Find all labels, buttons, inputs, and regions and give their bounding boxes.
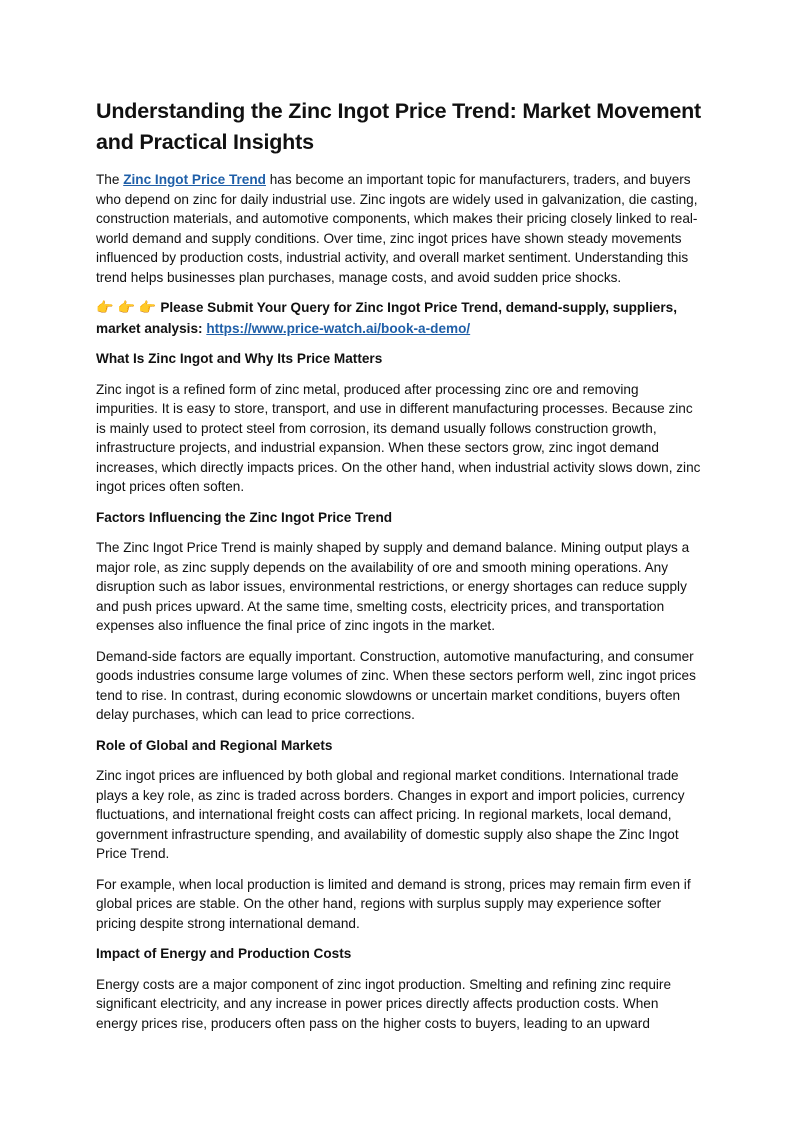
query-call-to-action (96, 298, 702, 338)
cta-text: Please Submit Your Query for Zinc Ingot Price Trend, demand-supply, suppliers, market analysis: (96, 300, 677, 336)
section-paragraph: Zinc ingot prices are influenced by both global and regional market conditions. International trade plays a key role, as zinc is traded across borders. Changes in export and import policies, currency fluctuations, and international freight costs can affect pricing. In regional markets, local demand, government infrastructure spending, and availability of domestic supply also shape the Zinc Ingot Price Trend. (96, 768, 685, 861)
page-title: Understanding the Zinc Ingot Price Trend: Market Movement and Practical Insights (96, 99, 702, 154)
section-paragraph: The Zinc Ingot Price Trend is mainly shaped by supply and demand balance. Mining output plays a major role, as zinc supply depends on the availability of ore and smooth mining operations. Any disruption such as labor issues, environmental restrictions, or energy shortages can reduce supply and push prices upward. At the same time, smelting costs, electricity prices, and transportation expenses also influence the final price of zinc ingots in the market. (96, 540, 690, 633)
section-heading-energy-costs: Impact of Energy and Production Costs (96, 946, 352, 961)
section-heading-global-regional: Role of Global and Regional Markets (96, 737, 333, 753)
section-heading-what-is-zinc-ingot: What Is Zinc Ingot and Why Its Price Matters (96, 351, 383, 366)
book-demo-link[interactable]: https://www.price-watch.ai/book-a-demo/ (206, 320, 471, 336)
intro-text-after: has become an important topic for manufacturers, traders, and buyers who depend on zinc for daily industrial use. Zinc ingots are widely used in galvanization, die casting, construction materials, and automotive components, which makes their pricing closely linked to real-world demand and supply conditions. Over time, zinc ingot prices have shown steady movements influenced by production costs, industrial activity, and overall market sentiment. Understanding this trend helps businesses plan purchases, manage costs, and avoid sudden price shocks. (96, 172, 698, 285)
pointing-hand-icon: 👉 (117, 300, 135, 316)
intro-text-before: The (96, 172, 124, 187)
document-page (96, 96, 702, 1044)
section-paragraph: Zinc ingot is a refined form of zinc metal, produced after processing zinc ore and removing impurities. It is easy to store, transport, and use in different manufacturing processes. Because zinc is mainly used to protect steel from corrosion, its demand usually follows construction growth, infrastructure projects, and industrial expansion. When these sectors grow, zinc ingot demand increases, which directly impacts prices. On the other hand, when industrial activity slows down, zinc ingot prices often soften. (96, 381, 701, 494)
intro-paragraph (96, 170, 702, 287)
zinc-price-trend-link[interactable]: Zinc Ingot Price Trend (123, 172, 266, 187)
section-paragraph: For example, when local production is limited and demand is strong, prices may remain firm even if global prices are stable. On the other hand, regions with surplus supply may experience softer pricing despite strong international demand. (96, 876, 691, 931)
pointing-hand-icon: 👉 (96, 300, 114, 316)
section-paragraph: Demand-side factors are equally important. Construction, automotive manufacturing, and consumer goods industries consume large volumes of zinc. When these sectors perform well, zinc ingot prices tend to rise. In contrast, during economic slowdowns or uncertain market conditions, buyers often delay purchases, which can lead to price corrections. (96, 648, 696, 722)
pointing-hand-icon: 👉 (138, 300, 157, 316)
section-paragraph: Energy costs are a major component of zinc ingot production. Smelting and refining zinc require significant electricity, and any increase in power prices directly affects production costs. When energy prices rise, producers often pass on the higher costs to buyers, leading to an upward (96, 976, 672, 1031)
section-heading-factors: Factors Influencing the Zinc Ingot Price Trend (96, 509, 393, 525)
